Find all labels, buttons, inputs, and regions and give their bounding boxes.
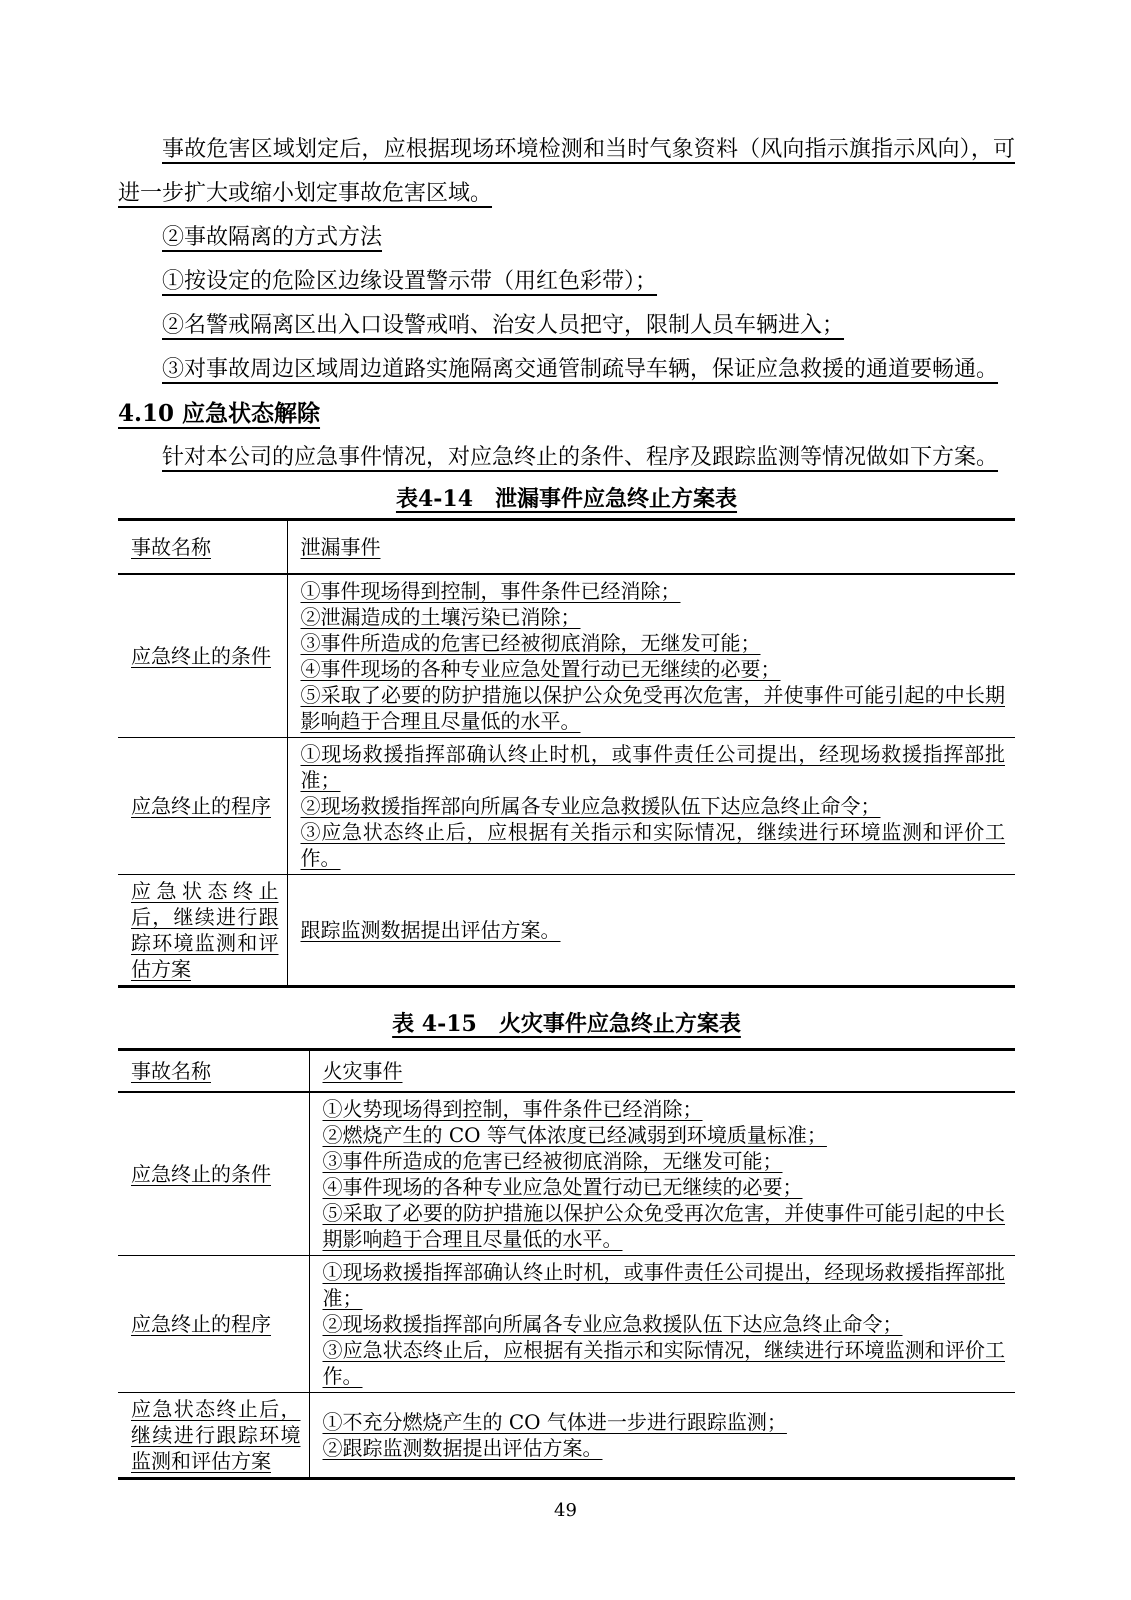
row-content-cell [287,520,1015,575]
row-content-cell [287,738,1015,875]
table-cell-line: ①现场救援指挥部确认终止时机，或事件责任公司提出，经现场救援指挥部批准； [322,1260,1005,1310]
leak-event-termination-table [118,518,1015,988]
row-content-cell [287,574,1015,738]
table-row [118,1393,1015,1479]
table-cell-line: ⑤采取了必要的防护措施以保护公众免受再次危害，并使事件可能引起的中长期影响趋于合理且尽量低的水平。 [300,683,1005,733]
row-label-cell: 应急状态终止后，继续进行跟踪环境监测和评估方案 [118,875,287,987]
paragraph-traffic-control: ③对事故周边区域周边道路实施隔离交通管制疏导车辆，保证应急救援的通道要畅通。 [162,357,999,382]
row-content-cell [309,1092,1015,1256]
table-row [118,1092,1015,1256]
section-intro: 针对本公司的应急事件情况，对应急终止的条件、程序及跟踪监测等情况做如下方案。 [162,445,999,470]
table-cell-line: ②现场救援指挥部向所属各专业应急救援队伍下达应急终止命令； [322,1312,903,1336]
table-cell-line: ③应急状态终止后，应根据有关指示和实际情况，继续进行环境监测和评价工作。 [300,820,1005,870]
row-content-cell [287,875,1015,987]
table-cell-line: 泄漏事件 [300,535,381,559]
table-cell-line: ④事件现场的各种专业应急处置行动已无继续的必要； [300,657,781,681]
paragraph-isolation-methods: ②事故隔离的方式方法 [162,225,383,250]
table-cell-line: ①火势现场得到控制，事件条件已经消除； [322,1097,703,1121]
table-cell-line: ②现场救援指挥部向所属各专业应急救援队伍下达应急终止命令； [300,794,881,818]
fire-event-termination-table [118,1048,1015,1480]
table-row [118,520,1015,575]
table-cell-line: ②泄漏造成的土壤污染已消除； [300,605,581,629]
section-heading-4-10: 4.10 应急状态解除 [118,400,321,427]
table-row [118,738,1015,875]
table-cell-line: ②跟踪监测数据提出评估方案。 [322,1436,603,1460]
table-cell-line: 火灾事件 [322,1059,403,1083]
row-content-cell [309,1256,1015,1393]
row-content-cell [309,1050,1015,1093]
table-cell-line: ①现场救援指挥部确认终止时机，或事件责任公司提出，经现场救援指挥部批准； [300,742,1005,792]
table-cell-line: ③应急状态终止后，应根据有关指示和实际情况，继续进行环境监测和评价工作。 [322,1338,1005,1388]
table-caption-4-14: 表4-14 泄漏事件应急终止方案表 [395,486,738,512]
row-label-cell: 应急终止的条件 [118,574,287,738]
table-cell-line: ③事件所造成的危害已经被彻底消除，无继发可能； [300,631,761,655]
paragraph-warning-tape: ①按设定的危险区边缘设置警示带（用红色彩带）； [162,269,658,294]
table-cell-line: ①事件现场得到控制，事件条件已经消除； [300,579,681,603]
row-content-cell [309,1393,1015,1479]
row-label-cell: 应急终止的程序 [118,1256,309,1393]
table-cell-line: ⑤采取了必要的防护措施以保护公众免受再次危害，并使事件可能引起的中长期影响趋于合理且尽量低的水平。 [322,1201,1005,1251]
row-label-cell: 事故名称 [118,1050,309,1093]
table-cell-line: ③事件所造成的危害已经被彻底消除，无继发可能； [322,1149,783,1173]
page-content [118,128,1015,1480]
paragraph-guard-posts: ②名警戒隔离区出入口设警戒哨、治安人员把守，限制人员车辆进入； [162,313,845,338]
table-cell-line: ②燃烧产生的 CO 等气体浓度已经减弱到环境质量标准； [322,1123,827,1147]
table-cell-line: ①不充分燃烧产生的 CO 气体进一步进行跟踪监测； [322,1410,787,1434]
row-label-cell: 应急终止的条件 [118,1092,309,1256]
table-caption-4-15: 表 4-15 火灾事件应急终止方案表 [392,1011,741,1037]
table-row [118,875,1015,987]
row-label-cell: 应急终止的程序 [118,738,287,875]
table-row [118,1256,1015,1393]
paragraph-hazard-area: 事故危害区域划定后，应根据现场环境检测和当时气象资料（风向指示旗指示风向），可进一步扩大或缩小划定事故危害区域。 [118,137,1015,206]
table-cell-line: ④事件现场的各种专业应急处置行动已无继续的必要； [322,1175,803,1199]
row-label-cell: 事故名称 [118,520,287,575]
table-row [118,1050,1015,1093]
table-cell-line: 跟踪监测数据提出评估方案。 [300,918,561,942]
row-label-cell: 应急状态终止后，继续进行跟踪环境监测和评估方案 [118,1393,309,1479]
table-row [118,574,1015,738]
page-number: 49 [554,1500,577,1521]
